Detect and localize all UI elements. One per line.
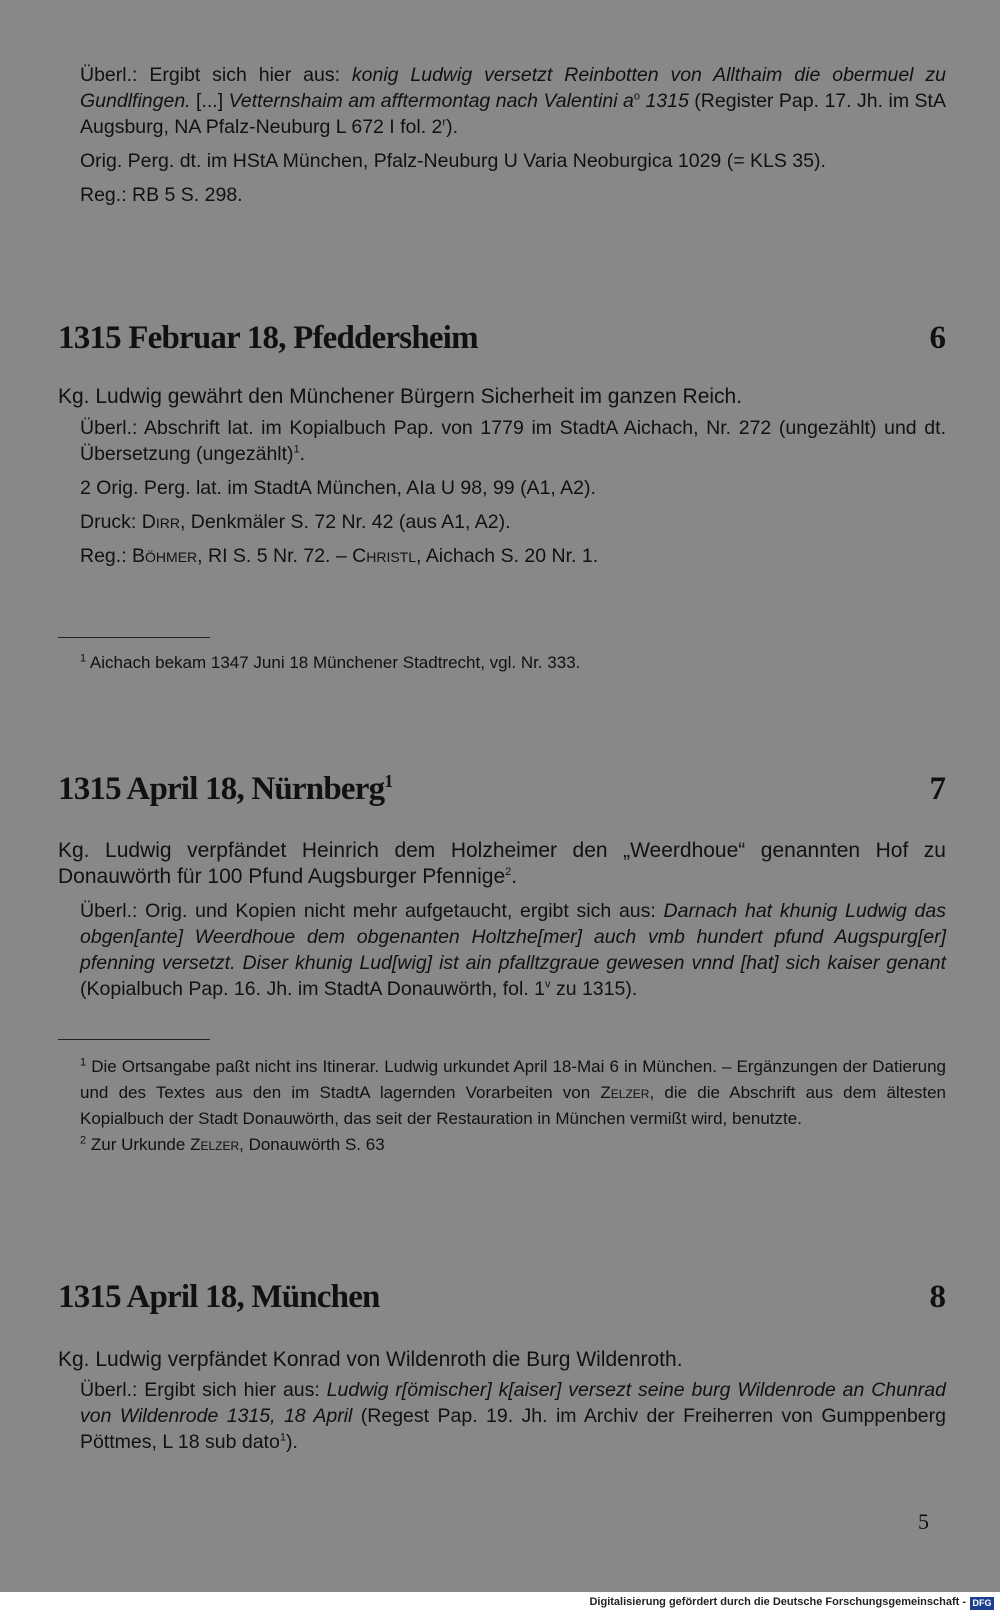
ueberl-source: (Register Pap. 17. Jh. im StA Augsburg, NA Pfalz-Neuburg L 672 I fol. 2 <box>80 90 946 138</box>
reg-line: Reg.: RB 5 S. 298. <box>80 184 243 206</box>
entry-8-body <box>58 1347 946 1455</box>
ueberl-paragraph <box>58 62 946 140</box>
footnote-rule <box>58 637 210 638</box>
entry-summary: Kg. Ludwig verpfändet Konrad von Wildenroth die Burg Wildenroth. <box>58 1348 683 1371</box>
reg-rest: , Aichach S. 20 Nr. 1. <box>416 545 599 567</box>
footnote-text: Aichach bekam 1347 Juni 18 Münchener Stadtrecht, vgl. Nr. 333. <box>89 653 581 672</box>
footnote-ref: 2 <box>505 866 512 878</box>
footnote-text: Die Ortsangabe paßt nicht ins Itinerar. Ludwig urkundet April 18-Mai 6 in München. – Ergänzungen der Datierung und des Textes aus den im StadtA lagernden Vorarbeiten von <box>80 1057 946 1102</box>
entry-6-heading <box>58 318 946 358</box>
entry-7-footnotes <box>58 1054 946 1158</box>
entry-number: 8 <box>929 1279 946 1315</box>
footer-credit: Digitalisierung gefördert durch die Deutsche Forschungsgemeinschaft - <box>589 1596 966 1608</box>
entry-summary: Kg. Ludwig gewährt den Münchener Bürgern Sicherheit im ganzen Reich. <box>58 385 743 408</box>
ueberl-quote: Ludwig r[ömischer] k[aiser] versezt seine burg Wildenrode an Chunrad von Wildenrode 1315, 18 April <box>80 1379 946 1427</box>
ueberl-lead: Überl.: Ergibt sich hier aus: <box>80 64 352 86</box>
ueberl-end: . <box>299 443 306 465</box>
ueberl-paragraph <box>58 1377 946 1455</box>
entry-7-heading <box>58 769 946 809</box>
ueberl-end: ). <box>446 116 459 138</box>
footnote-ref: 1 <box>279 1431 286 1444</box>
entry-6-body <box>58 384 946 569</box>
summary-end: . <box>511 865 518 888</box>
ueberl-source: (Regest Pap. 19. Jh. im Archiv der Freiherren von Gumppenberg Pöttmes, L 18 sub dato <box>80 1405 946 1453</box>
footnote <box>58 1054 946 1132</box>
entry-number: 6 <box>929 320 946 356</box>
ueberl-source: (Kopialbuch Pap. 16. Jh. im StadtA Donauwörth, fol. 1 <box>80 978 546 1000</box>
superscript: o <box>633 90 640 103</box>
footnote-ref: 1 <box>293 443 300 456</box>
ueberl-quote: konig Ludwig versetzt Reinbotten von Allthaim die obermuel zu Gundlfingen. <box>80 64 947 112</box>
author-name: Dirr <box>141 511 180 533</box>
author-name: Zelzer <box>190 1135 240 1154</box>
ueberl-text: Überl.: Abschrift lat. im Kopialbuch Pap. von 1779 im StadtA Aichach, Nr. 272 (ungezählt) und dt. Übersetzung (ungezählt) <box>80 417 946 465</box>
dfg-logo: DFG <box>970 1597 994 1610</box>
ueberl-end: zu 1315). <box>550 978 638 1000</box>
entry-heading-text: 1315 April 18, Nürnberg <box>58 771 385 807</box>
ueberl-end: ). <box>285 1431 298 1453</box>
superscript: r <box>442 116 447 129</box>
author-name: Christl <box>352 545 417 567</box>
prev-entry-tail <box>58 62 946 208</box>
entry-8-heading <box>58 1277 946 1317</box>
author-name: Zelzer <box>600 1083 650 1102</box>
druck-lead: Druck: <box>80 511 142 533</box>
ueberl-quote: Darnach hat khunig Ludwig das obgen[ante] Weerdhoue dem obgenanten Holtzhe[mer] auch vmb hundert pfund Augspurg[er] pfenning versetzt. Diser khunig Lud[wig] ist ain pfalltzgraue gewesen vnnd [hat] sich kaiser genant <box>80 900 946 974</box>
author-name: Böhmer <box>132 545 198 567</box>
entry-heading-text: 1315 Februar 18, Pfeddersheim <box>58 320 478 356</box>
footnote-text: , die die Abschrift aus dem ältesten Kopialbuch der Stadt Donauwörth, das seit der Restauration in München vermißt wird, benutzte. <box>80 1083 946 1128</box>
entry-summary <box>58 838 946 890</box>
ueberl-quote3: 1315 <box>640 90 689 112</box>
ueberl-lead: Überl.: Ergibt sich hier aus: <box>80 1379 327 1401</box>
summary-text: Kg. Ludwig verpfändet Heinrich dem Holzheimer den „Weerdhoue“ genannten Hof zu Donauwörth für 100 Pfund Augsburger Pfennige <box>58 839 946 888</box>
entry-heading-text: 1315 April 18, München <box>58 1279 380 1315</box>
footnote-text: , Donauwörth S. 63 <box>239 1135 385 1154</box>
entry-6-footnotes <box>58 650 946 676</box>
ueberl-paragraph <box>58 898 946 1002</box>
superscript: v <box>545 978 551 991</box>
druck-rest: , Denkmäler S. 72 Nr. 42 (aus A1, A2). <box>179 511 511 533</box>
orig-line: Orig. Perg. dt. im HStA München, Pfalz-Neuburg U Varia Neoburgica 1029 (= KLS 35). <box>80 150 826 172</box>
footnote-rule <box>58 1039 210 1040</box>
footnote-text: Zur Urkunde <box>90 1135 191 1154</box>
ueberl-lead: Überl.: Orig. und Kopien nicht mehr aufgetaucht, ergibt sich aus: <box>80 900 664 922</box>
orig-line: 2 Orig. Perg. lat. im StadtA München, AIa U 98, 99 (A1, A2). <box>80 477 596 499</box>
ueberl-quote2: Vetternshaim am afftermontag nach Valentini a <box>228 90 634 112</box>
reg-mid: , RI S. 5 Nr. 72. – <box>197 545 353 567</box>
druck-line <box>58 509 946 535</box>
ueberl-gap: [...] <box>190 90 229 112</box>
footnote-mark: 1 <box>80 1056 87 1069</box>
footer-bar <box>0 1592 1000 1615</box>
footnote <box>58 1132 946 1158</box>
footnote <box>58 650 946 676</box>
ueberl-paragraph <box>58 415 946 467</box>
footnote-mark: 1 <box>80 652 87 665</box>
footnote-mark: 2 <box>80 1134 87 1147</box>
page-number: 5 <box>918 1509 929 1534</box>
entry-number: 7 <box>929 771 946 807</box>
reg-line <box>58 543 946 569</box>
footnote-ref: 1 <box>384 771 393 791</box>
reg-lead: Reg.: <box>80 545 133 567</box>
entry-7-body <box>58 838 946 1002</box>
